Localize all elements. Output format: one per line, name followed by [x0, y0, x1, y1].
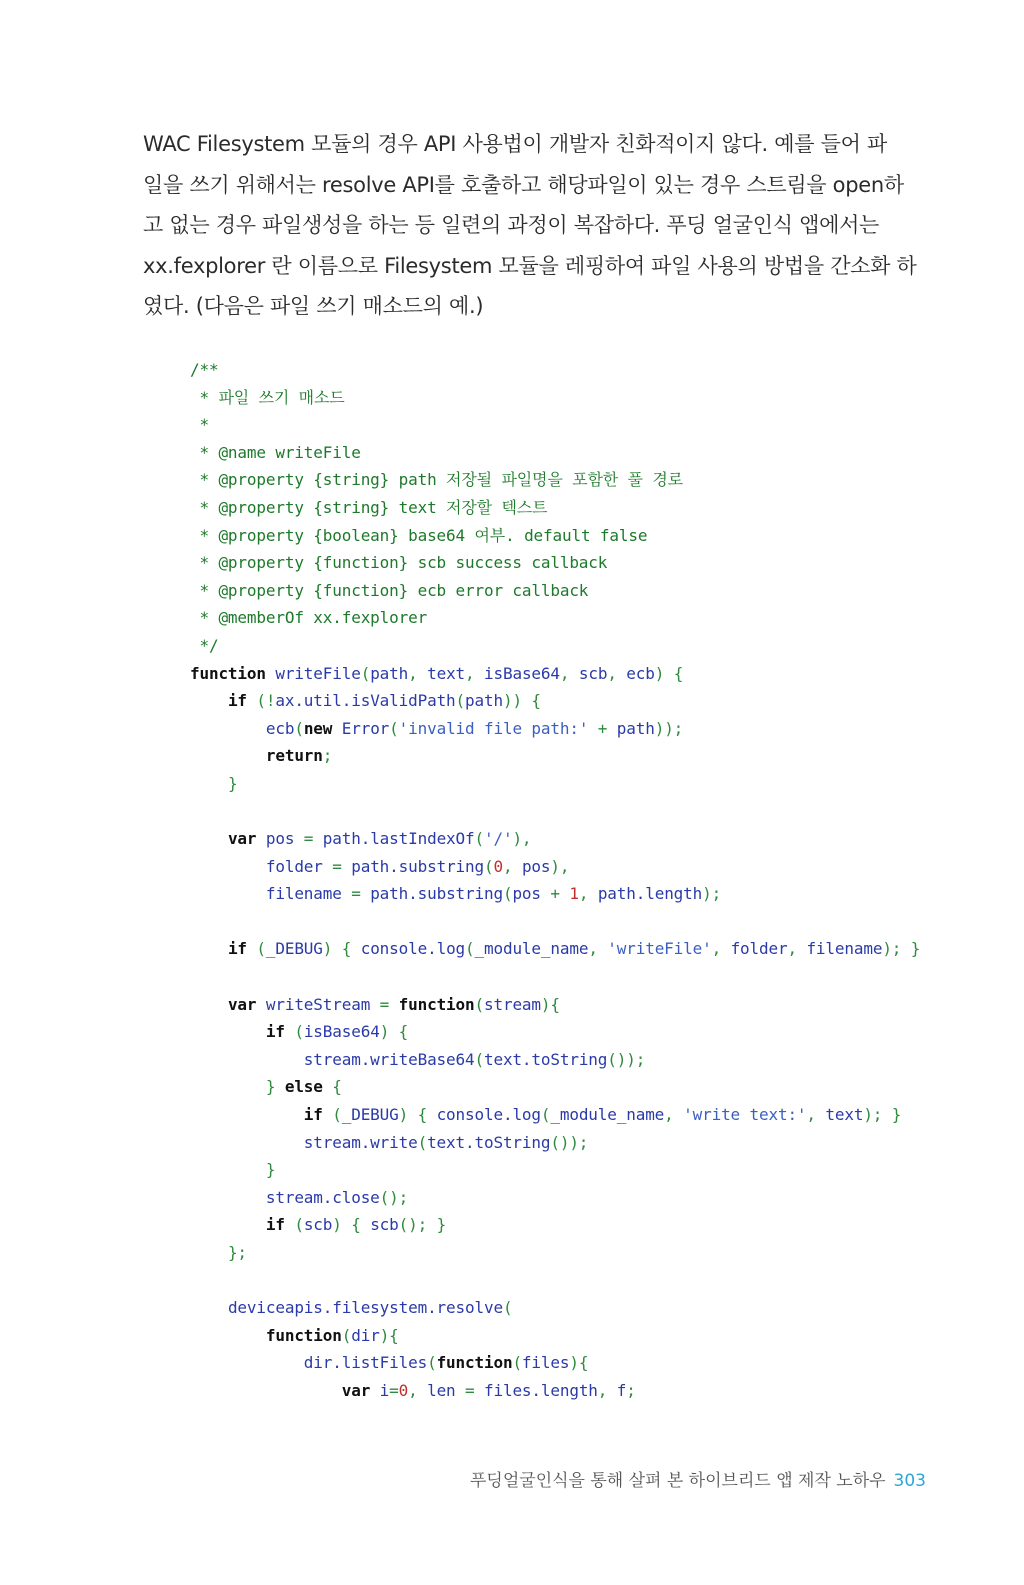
- code-line: [190, 935, 920, 963]
- code-token: ),: [550, 856, 570, 876]
- code-token: function: [436, 1353, 513, 1373]
- code-line: [190, 798, 920, 826]
- code-token: writeStream: [256, 994, 371, 1014]
- code-token: *: [199, 415, 209, 435]
- code-token: }: [265, 1077, 285, 1097]
- code-token: path.substring: [351, 856, 484, 876]
- code-line: [190, 411, 920, 439]
- code-token: ){: [379, 1325, 399, 1345]
- code-token: i: [370, 1380, 390, 1400]
- code-token: folder: [265, 856, 323, 876]
- code-token: ,: [588, 939, 608, 959]
- code-token: (!: [246, 691, 276, 711]
- code-token: * @memberOf xx.fexplorer: [199, 608, 428, 628]
- code-token: ());: [607, 1049, 646, 1069]
- code-token: isBase64: [484, 663, 560, 683]
- code-token: ,: [787, 939, 807, 959]
- code-token: 0: [493, 856, 503, 876]
- code-line: [190, 549, 920, 577]
- code-token: ),: [512, 829, 532, 849]
- code-line: [190, 660, 920, 688]
- code-line: [190, 908, 920, 936]
- code-token: ,: [408, 1380, 428, 1400]
- code-token: );: [702, 884, 722, 904]
- code-token: =: [370, 994, 399, 1014]
- code-listing: [190, 356, 920, 1405]
- code-token: pos: [256, 829, 295, 849]
- paragraph-line: 고 없는 경우 파일생성을 하는 등 일련의 과정이 복잡하다. 푸딩 얼굴인식 앱에서는: [143, 213, 880, 237]
- code-token: files: [521, 1353, 570, 1373]
- code-token: dir: [351, 1325, 380, 1345]
- code-token: path.length: [597, 884, 703, 904]
- code-token: pos: [512, 884, 541, 904]
- code-line: [190, 853, 920, 881]
- code-line: [190, 1018, 920, 1046]
- code-token: var: [227, 829, 257, 849]
- code-line: [190, 1129, 920, 1157]
- code-token: if: [227, 939, 247, 959]
- code-line: [190, 1046, 920, 1074]
- code-token: * @property {boolean} base64 여부. default false: [199, 525, 648, 545]
- code-token: function: [398, 994, 475, 1014]
- code-token: (: [341, 1325, 352, 1345]
- code-token: _DEBUG: [341, 1105, 399, 1125]
- code-line: [190, 1377, 920, 1405]
- code-token: path: [370, 663, 409, 683]
- code-token: 'invalid file path:': [398, 718, 589, 738]
- code-token: _DEBUG: [265, 939, 323, 959]
- code-token: * 파일 쓰기 매소드: [199, 387, 345, 407]
- code-token: scb: [578, 663, 608, 683]
- code-token: ();: [379, 1187, 409, 1207]
- code-token: len: [427, 1380, 456, 1400]
- code-token: stream.close: [265, 1187, 380, 1207]
- code-line: [190, 880, 920, 908]
- code-token: ){: [540, 994, 560, 1014]
- code-token: (: [455, 691, 466, 711]
- code-token: (: [502, 1298, 513, 1318]
- code-token: path: [465, 691, 503, 711]
- code-token: (: [294, 718, 304, 738]
- code-line: [190, 825, 920, 853]
- code-line: [190, 742, 920, 770]
- code-token: /**: [190, 360, 219, 379]
- code-line: [190, 1156, 920, 1184]
- code-token: }: [227, 773, 238, 793]
- code-token: new: [303, 718, 333, 738]
- code-token: console.log: [436, 1105, 541, 1125]
- code-token: ,: [559, 663, 579, 683]
- code-token: (: [474, 994, 484, 1014]
- code-token: scb: [303, 1215, 333, 1235]
- code-token: ());: [550, 1132, 589, 1152]
- code-token: if: [303, 1105, 323, 1125]
- code-token: ) {: [322, 939, 361, 959]
- code-token: var: [341, 1380, 371, 1400]
- code-token: {: [322, 1077, 342, 1097]
- book-title: 푸딩얼굴인식을 통해 살펴 본 하이브리드 앱 제작 노하우: [470, 1471, 886, 1491]
- code-token: if: [227, 691, 247, 711]
- code-token: function: [190, 663, 266, 683]
- page-footer: [470, 1466, 930, 1491]
- code-token: (: [512, 1353, 522, 1373]
- code-line: [190, 715, 920, 743]
- code-token: _module_name: [550, 1105, 665, 1125]
- code-token: isBase64: [303, 1022, 380, 1042]
- code-line: [190, 1349, 920, 1377]
- code-token: ) {: [379, 1022, 409, 1042]
- code-token: =: [294, 829, 323, 849]
- code-token: (: [474, 1049, 484, 1069]
- code-token: */: [199, 635, 219, 655]
- code-line: [190, 439, 920, 467]
- code-token: )) {: [502, 691, 541, 711]
- code-line: [190, 1073, 920, 1101]
- paragraph-line: WAC Filesystem 모듈의 경우 API 사용법이 개발자 친화적이지 않다. 예를 들어 파: [143, 132, 887, 156]
- code-line: [190, 494, 920, 522]
- code-line: [190, 991, 920, 1019]
- code-token: if: [265, 1215, 285, 1235]
- code-token: ) {: [654, 663, 684, 683]
- code-token: ,: [597, 1380, 617, 1400]
- code-token: ;: [322, 746, 333, 766]
- code-line: [190, 1101, 920, 1129]
- code-line: [190, 1184, 920, 1212]
- code-token: else: [284, 1077, 323, 1097]
- code-token: (); }: [398, 1215, 447, 1235]
- code-token: 1: [569, 884, 579, 904]
- code-token: (: [427, 1353, 437, 1373]
- code-token: ));: [654, 718, 684, 738]
- code-token: ,: [578, 884, 598, 904]
- code-token: deviceapis.filesystem.resolve: [227, 1298, 503, 1318]
- code-token: f: [616, 1380, 627, 1400]
- code-token: ) {: [332, 1215, 371, 1235]
- paragraph-line: 였다. (다음은 파일 쓰기 매소드의 예.): [143, 294, 484, 318]
- code-token: return: [265, 746, 323, 766]
- code-token: var: [227, 994, 257, 1014]
- code-token: * @name writeFile: [199, 442, 361, 462]
- code-token: stream: [484, 994, 541, 1014]
- code-token: Error: [332, 718, 390, 738]
- code-line: [190, 356, 920, 384]
- code-token: ,: [607, 663, 627, 683]
- code-token: =: [341, 884, 371, 904]
- code-token: filename: [806, 939, 883, 959]
- code-token: scb: [370, 1215, 399, 1235]
- code-token: (: [502, 884, 513, 904]
- code-line: [190, 1239, 920, 1267]
- code-token: 'write text:': [683, 1105, 807, 1125]
- code-token: ;: [626, 1380, 636, 1400]
- code-token: ,: [664, 1105, 684, 1125]
- code-token: stream.write: [303, 1132, 418, 1152]
- code-token: _module_name: [474, 939, 589, 959]
- code-token: * @property {string} text 저장할 텍스트: [199, 497, 548, 517]
- code-token: ax.util.isValidPath: [275, 691, 456, 711]
- code-token: console.log: [360, 939, 466, 959]
- code-token: pos: [521, 856, 551, 876]
- code-line: [190, 466, 920, 494]
- code-token: path.lastIndexOf: [322, 829, 475, 849]
- code-token: ); }: [863, 1105, 902, 1125]
- paragraph-line: xx.fexplorer 란 이름으로 Filesystem 모듈을 레핑하여 파일 사용의 방법을 간소화 하: [143, 253, 917, 278]
- code-token: =: [322, 856, 352, 876]
- page-number: 303: [893, 1471, 926, 1491]
- code-token: dir.listFiles: [303, 1353, 428, 1373]
- code-token: * @property {string} path 저장될 파일명을 포함한 풀 경로: [199, 470, 683, 490]
- code-token: ,: [408, 663, 428, 683]
- code-token: 'writeFile': [607, 939, 712, 959]
- code-line: [190, 522, 920, 550]
- code-token: ); }: [882, 939, 921, 959]
- code-token: ,: [502, 856, 522, 876]
- code-line: [190, 687, 920, 715]
- body-paragraph: [143, 124, 917, 327]
- code-token: (: [417, 1132, 428, 1152]
- code-token: folder: [730, 939, 788, 959]
- code-token: +: [540, 884, 570, 904]
- code-token: stream.writeBase64: [303, 1049, 475, 1069]
- code-token: (: [540, 1105, 551, 1125]
- code-token: ){: [569, 1353, 589, 1373]
- code-line: [190, 577, 920, 605]
- code-line: [190, 963, 920, 991]
- code-token: ,: [711, 939, 731, 959]
- code-token: =: [389, 1380, 399, 1400]
- code-token: text: [427, 663, 466, 683]
- code-token: (: [389, 718, 399, 738]
- code-line: [190, 770, 920, 798]
- code-token: (: [322, 1105, 342, 1125]
- code-token: (: [284, 1215, 304, 1235]
- code-token: +: [588, 718, 617, 738]
- code-token: * @property {function} scb success callback: [199, 553, 608, 573]
- code-token: (: [474, 829, 484, 849]
- code-token: * @property {function} ecb error callback: [199, 580, 589, 600]
- code-token: ecb: [265, 718, 295, 738]
- code-token: ) {: [398, 1105, 437, 1125]
- code-token: }: [265, 1160, 276, 1180]
- code-token: text: [825, 1105, 864, 1125]
- code-token: };: [227, 1243, 247, 1262]
- code-token: path.substring: [370, 884, 503, 904]
- code-token: files.length: [484, 1380, 598, 1400]
- code-token: =: [455, 1380, 484, 1400]
- code-line: [190, 384, 920, 412]
- code-token: path: [616, 718, 655, 738]
- code-token: ,: [465, 663, 485, 683]
- code-line: [190, 1294, 920, 1322]
- code-line: [190, 1322, 920, 1350]
- code-line: [190, 632, 920, 660]
- code-token: (: [246, 939, 266, 959]
- code-line: [190, 604, 920, 632]
- code-token: if: [265, 1022, 285, 1042]
- code-line: [190, 1267, 920, 1295]
- code-token: text.toString: [427, 1132, 551, 1152]
- code-token: (: [484, 856, 494, 876]
- code-token: (: [284, 1022, 304, 1042]
- code-token: ,: [806, 1105, 826, 1125]
- code-token: 0: [398, 1380, 409, 1400]
- code-token: function: [265, 1325, 342, 1345]
- code-token: filename: [265, 884, 342, 904]
- paragraph-line: 일을 쓰기 위해서는 resolve API를 호출하고 해당파일이 있는 경우 스트림을 open하: [143, 172, 904, 197]
- code-token: ecb: [626, 663, 655, 683]
- code-token: writeFile: [265, 663, 361, 683]
- code-token: (: [360, 663, 371, 683]
- code-token: '/': [484, 829, 513, 849]
- code-line: [190, 1211, 920, 1239]
- code-token: text.toString: [483, 1049, 608, 1069]
- code-token: (: [465, 939, 475, 959]
